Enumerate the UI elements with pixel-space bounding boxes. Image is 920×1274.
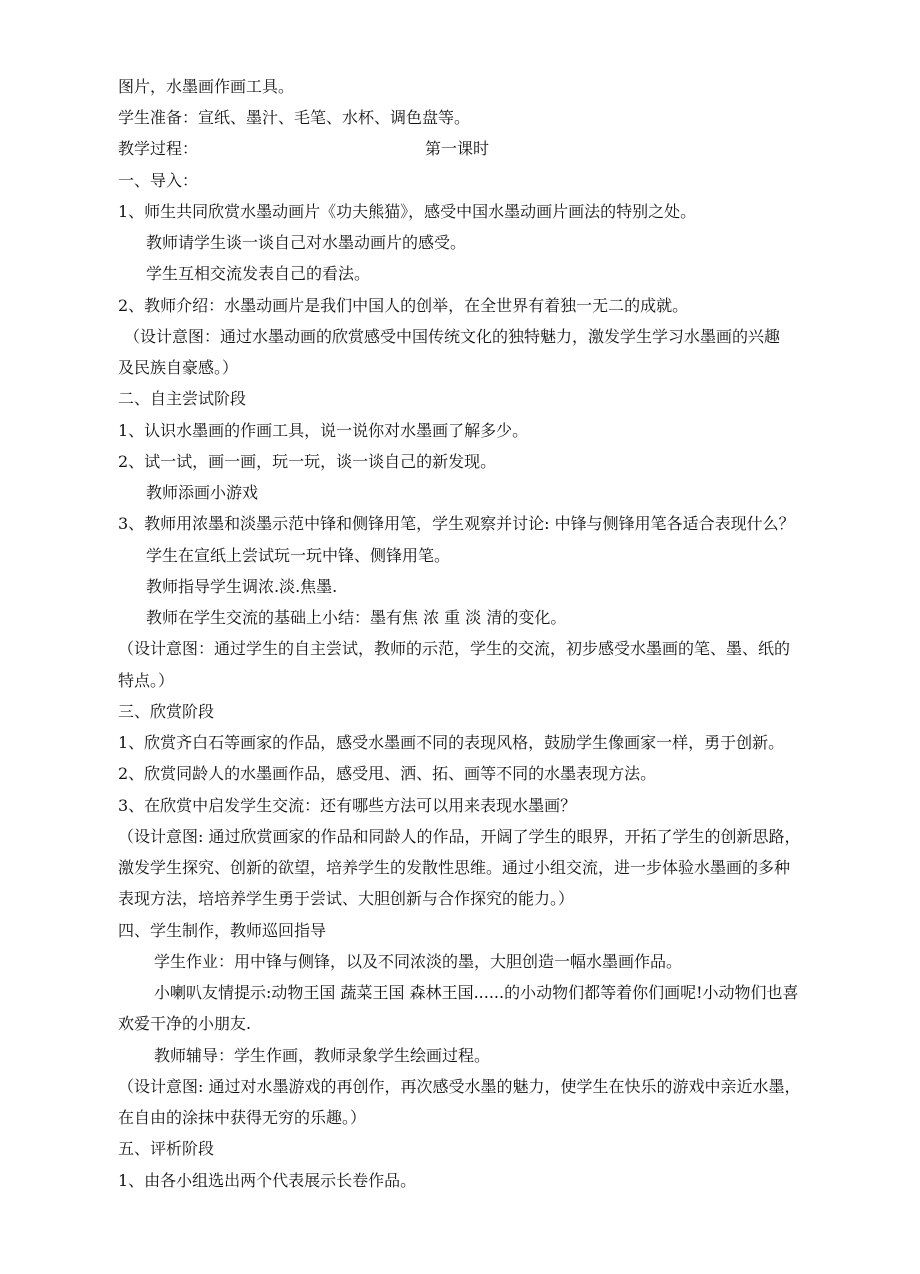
text-line: 学生互相交流发表自己的看法。 xyxy=(146,264,371,283)
text-line: 2、试一试，画一画，玩一玩，谈一谈自己的新发现。 xyxy=(118,452,497,471)
text-line: 教师辅导：学生作画，教师录象学生绘画过程。 xyxy=(154,1046,491,1065)
design-intent-line: 在自由的涂抹中获得无穷的乐趣。） xyxy=(118,1108,367,1127)
design-intent-line: （设计意图: 通过对水墨游戏的再创作，再次感受水墨的魅力，使学生在快乐的游戏中亲近水墨， xyxy=(118,1077,801,1096)
section-heading: 三、欣赏阶段 xyxy=(118,702,215,721)
lesson-label: 第一课时 xyxy=(425,139,490,158)
section-heading: 四、学生制作，教师巡回指导 xyxy=(118,921,327,940)
text-line: 教师添画小游戏 xyxy=(146,483,259,502)
text-line: 教师在学生交流的基础上小结：墨有焦 浓 重 淡 清的变化。 xyxy=(146,608,567,627)
text-line: 教师指导学生调浓.淡.焦墨. xyxy=(146,577,338,596)
text-line: 1、师生共同欣赏水墨动画片《功夫熊猫》，感受中国水墨动画片画法的特别之处。 xyxy=(118,202,697,221)
text-line: 2、教师介绍：水墨动画片是我们中国人的创举，在全世界有着独一无二的成就。 xyxy=(118,296,689,315)
text-line: 学生准备：宣纸、墨汁、毛笔、水杯、调色盘等。 xyxy=(118,108,471,127)
text-line-with-tab xyxy=(118,139,490,159)
design-intent-line: 表现方法，培培养学生勇于尝试、大胆创新与合作探究的能力。） xyxy=(118,889,575,908)
design-intent-line: 激发学生探究、创新的欲望，培养学生的发散性思维。通过小组交流，进一步体验水墨画的多种 xyxy=(118,858,791,877)
section-heading: 二、自主尝试阶段 xyxy=(118,389,247,408)
text-line: 3、教师用浓墨和淡墨示范中锋和侧锋用笔，学生观察并讨论: 中锋与侧锋用笔各适合表现什么？ xyxy=(118,514,795,533)
text-line: 1、由各小组选出两个代表展示长卷作品。 xyxy=(118,1171,417,1190)
design-intent-line: （设计意图: 通过欣赏画家的作品和同龄人的作品，开阔了学生的眼界，开拓了学生的创新思路， xyxy=(118,827,801,846)
design-intent-line: （设计意图：通过学生的自主尝试，教师的示范，学生的交流，初步感受水墨画的笔、墨、纸的 xyxy=(118,639,791,658)
text-line: 3、在欣赏中启发学生交流：还有哪些方法可以用来表现水墨画？ xyxy=(118,796,577,815)
design-intent-line: 及民族自豪感。） xyxy=(118,358,239,377)
process-label: 教学过程： xyxy=(118,139,199,158)
text-line: 1、欣赏齐白石等画家的作品，感受水墨画不同的表现风格，鼓励学生像画家一样，勇于创新。 xyxy=(118,733,785,752)
text-line: 学生在宣纸上尝试玩一玩中锋、侧锋用笔。 xyxy=(146,546,451,565)
text-line: 欢爱干净的小朋友. xyxy=(118,1014,252,1033)
text-line: 1、认识水墨画的作画工具，说一说你对水墨画了解多少。 xyxy=(118,421,529,440)
design-intent-line: （设计意图：通过水墨动画的欣赏感受中国传统文化的独特魅力，激发学生学习水墨画的兴趣 xyxy=(124,327,781,346)
section-heading: 一、导入： xyxy=(118,171,199,190)
design-intent-line: 特点。） xyxy=(118,671,175,690)
text-line: 小喇叭友情提示:动物王国 蔬菜王国 森林王国......的小动物们都等着你们画呢!小动物们也喜 xyxy=(154,983,799,1002)
text-line: 2、欣赏同龄人的水墨画作品，感受甩、洒、拓、画等不同的水墨表现方法。 xyxy=(118,764,657,783)
text-line: 教师请学生谈一谈自己对水墨动画片的感受。 xyxy=(146,233,467,252)
section-heading: 五、评析阶段 xyxy=(118,1139,215,1158)
text-line: 图片，水墨画作画工具。 xyxy=(118,77,295,96)
text-line: 学生作业：用中锋与侧锋，以及不同浓淡的墨，大胆创造一幅水墨画作品。 xyxy=(154,952,683,971)
